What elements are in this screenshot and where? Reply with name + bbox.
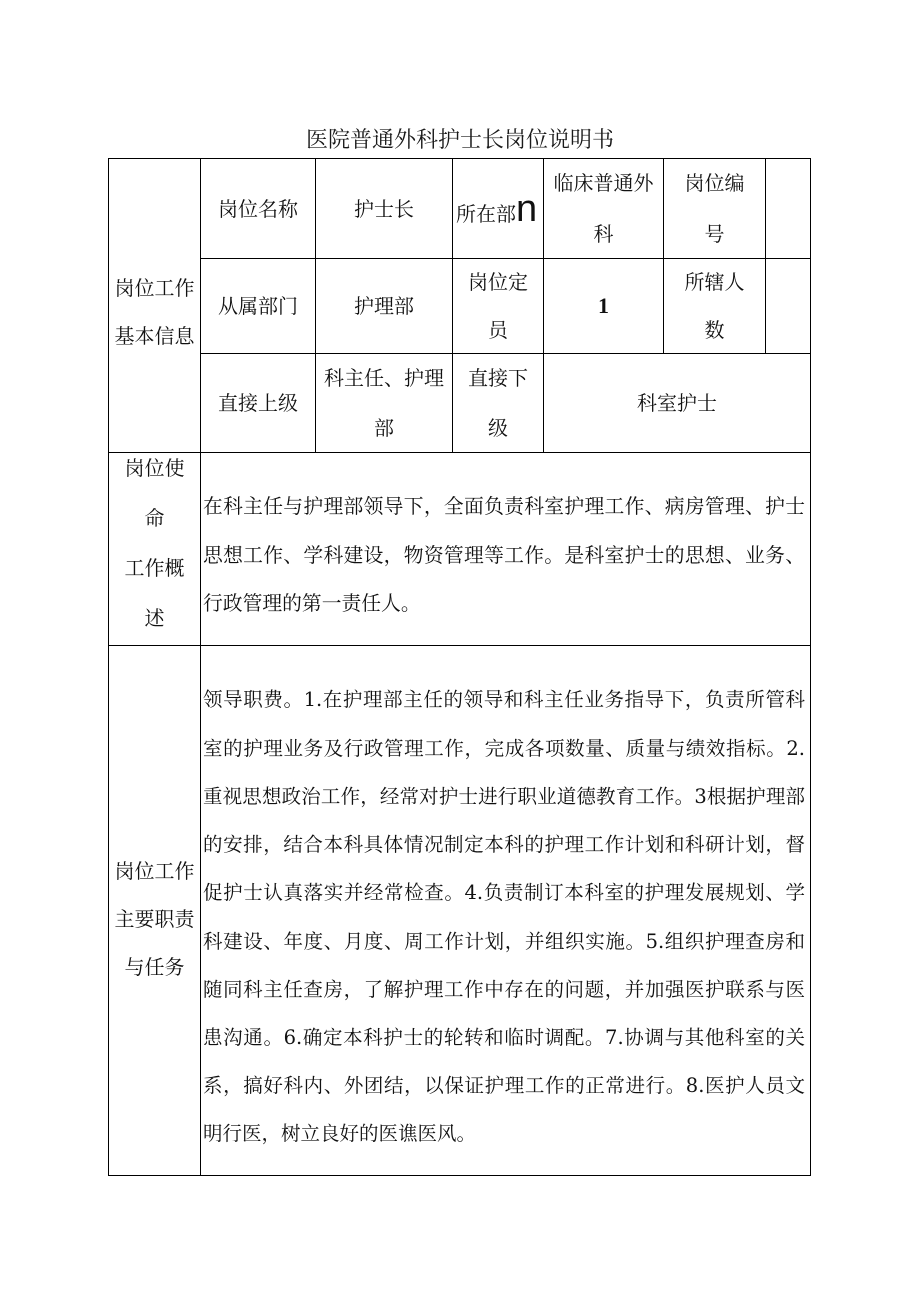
direct-subordinate-value: 科室护士 — [637, 391, 717, 415]
headcount-label-line: 岗位定 — [468, 270, 528, 294]
department-value-line: 临床普通外 — [553, 170, 654, 195]
department-label-tail: n — [516, 188, 538, 230]
duties-text-line: 科建设、年度、月度、周工作计划，并组织实施。5.组织护理查房和 — [203, 929, 805, 953]
duties-label-line: 岗位工作 — [114, 858, 195, 883]
mission-text-line: 在科主任与护理部领导下，全面负责科室护理工作、病房管理、护士 — [203, 495, 805, 519]
department-label-cell — [452, 158, 544, 259]
direct-superior-value-line: 科主任、护理 — [324, 366, 444, 390]
headcount-label-line: 员 — [488, 318, 508, 342]
document-title: 医院普通外科护士长岗位说明书 — [305, 128, 614, 153]
subordinate-count-value-cell — [765, 258, 811, 354]
direct-superior-label: 直接上级 — [218, 391, 298, 415]
department-label-text: 所在部 — [456, 202, 516, 226]
job-description-table — [108, 158, 811, 1176]
position-code-label-line: 号 — [704, 221, 725, 246]
duties-label-line: 与任务 — [124, 954, 185, 979]
direct-superior-value-cell — [315, 353, 453, 453]
headcount-value: 1 — [598, 293, 609, 318]
mission-text — [203, 483, 805, 629]
mission-label-line: 岗位使 — [124, 456, 185, 480]
mission-label-line: 工作概 — [124, 556, 185, 580]
duties-text-line: 患沟通。6.确定本科护士的轮转和临时调配。7.协调与其他科室的关 — [203, 1025, 805, 1049]
headcount-label-cell — [452, 258, 544, 354]
duties-text-line: 的安排，结合本科具体情况制定本科的护理工作计划和科研计划，督 — [203, 833, 805, 857]
mission-text-cell — [200, 452, 811, 646]
parent-department-label-cell — [200, 258, 316, 354]
direct-subordinate-value-cell — [543, 353, 811, 453]
position-code-value-cell — [765, 158, 811, 259]
duties-text — [203, 676, 805, 1158]
duties-label-line: 主要职责 — [114, 906, 195, 931]
duties-label-cell — [108, 645, 201, 1176]
mission-label-line: 述 — [144, 606, 165, 630]
direct-subordinate-label-cell — [452, 353, 544, 453]
position-code-label-line: 岗位编 — [684, 170, 745, 195]
subordinate-count-label-cell — [663, 258, 766, 354]
subordinate-count-label-line: 所辖人 — [684, 270, 745, 294]
duties-text-cell — [200, 645, 811, 1176]
subordinate-count-label-line: 数 — [704, 318, 725, 342]
position-code-label-cell — [663, 158, 766, 259]
mission-text-line: 思想工作、学科建设，物资管理等工作。是科室护士的思想、业务、 — [203, 543, 805, 567]
direct-subordinate-label-line: 直接下 — [468, 366, 528, 390]
position-name-value: 护士长 — [354, 196, 414, 221]
headcount-value-cell — [543, 258, 664, 354]
department-value-line: 科 — [593, 221, 614, 246]
position-name-label-cell — [200, 158, 316, 259]
direct-subordinate-label-line: 级 — [488, 416, 508, 440]
parent-department-value-cell — [315, 258, 453, 354]
direct-superior-label-cell — [200, 353, 316, 453]
basic-info-section-label-line: 基本信息 — [114, 323, 195, 348]
duties-text-line: 系，搞好科内、外团结，以保证护理工作的正常进行。8.医护人员文 — [203, 1074, 805, 1098]
duties-text-line: 领导职费。1.在护理部主任的领导和科主任业务指导下，负责所管科 — [203, 688, 805, 712]
department-label — [456, 188, 538, 230]
duties-text-line: 明行医，树立良好的医谯医风。 — [203, 1122, 477, 1146]
department-value-cell — [543, 158, 664, 259]
duties-text-line: 室的护理业务及行政管理工作，完成各项数量、质量与绩效指标。2. — [203, 736, 805, 760]
parent-department-label: 从属部门 — [218, 294, 298, 318]
mission-label-line: 命 — [144, 506, 165, 530]
position-name-value-cell — [315, 158, 453, 259]
mission-label-cell — [108, 452, 201, 646]
position-name-label: 岗位名称 — [218, 196, 298, 221]
basic-info-section-label-cell — [108, 158, 201, 453]
mission-text-line: 行政管理的第一责任人。 — [203, 592, 421, 616]
basic-info-section-label-line: 岗位工作 — [114, 275, 195, 300]
duties-text-line: 随同科主任查房，了解护理工作中存在的问题，并加强医护联系与医 — [203, 977, 805, 1001]
duties-text-line: 重视思想政治工作，经常对护士进行职业道德教育工作。3根据护理部 — [203, 784, 805, 808]
direct-superior-value-line: 部 — [374, 416, 394, 440]
parent-department-value: 护理部 — [354, 294, 414, 318]
duties-text-line: 促护士认真落实并经常检查。4.负责制订本科室的护理发展规划、学 — [203, 881, 805, 905]
